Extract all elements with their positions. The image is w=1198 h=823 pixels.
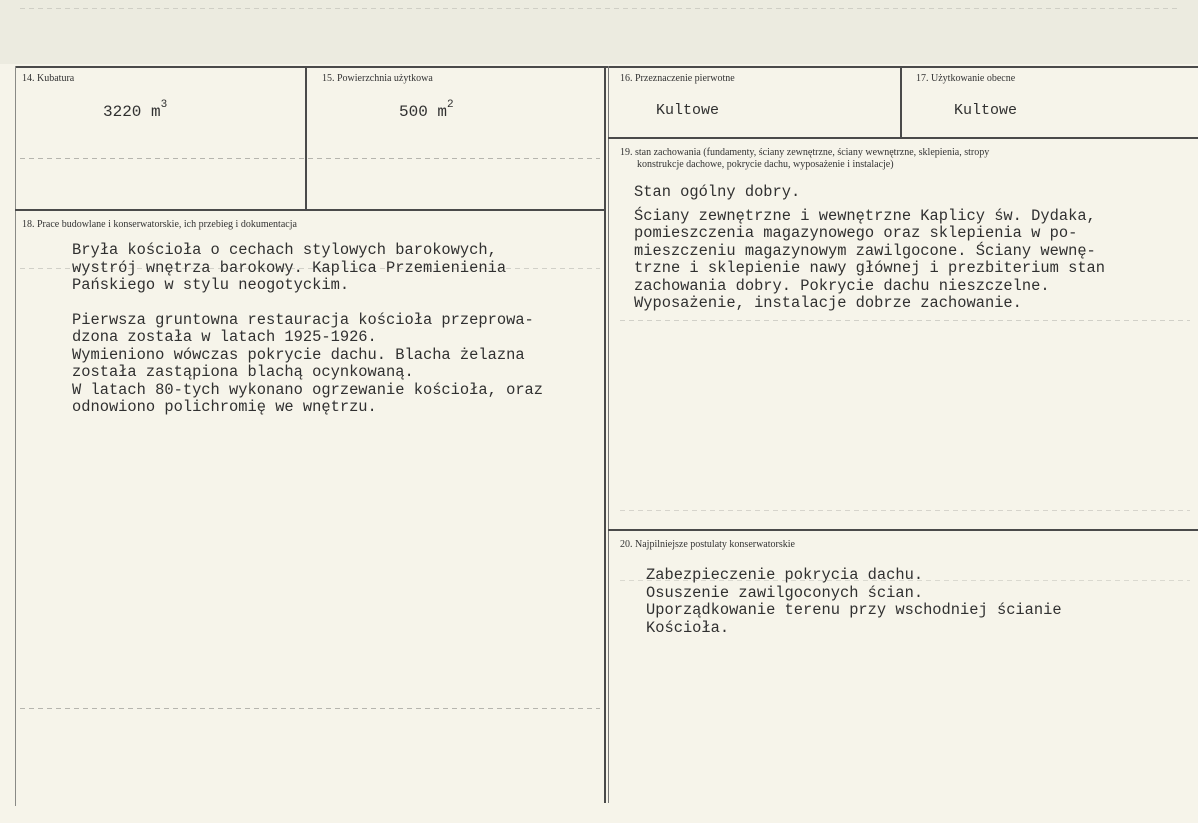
- text-line: mieszczeniu magazynowym zawilgocone. Ściany wewnę-: [634, 241, 1096, 260]
- text-line: odnowiono polichromię we wnętrzu.: [72, 398, 377, 416]
- text-line: Wymieniono wówczas pokrycie dachu. Blacha żelazna: [72, 345, 525, 364]
- show-through-rule: [20, 708, 600, 709]
- field-14-label: 14. Kubatura: [22, 73, 75, 84]
- top-edge: [0, 0, 1198, 64]
- field-18-text: [72, 242, 543, 417]
- text-line: Pierwsza gruntowna restauracja kościoła przeprowa-: [72, 310, 534, 329]
- rule-above-19: [608, 137, 1198, 139]
- text-line: zachowania dobry. Pokrycie dachu nieszczelne.: [634, 276, 1050, 295]
- field-19-label-cont: konstrukcje dachowe, pokrycie dachu, wyposażenie i instalacje): [637, 159, 894, 170]
- field-19-text: [634, 184, 1105, 313]
- show-through-rule: [20, 8, 1180, 9]
- field-16-value: Kultowe: [656, 102, 720, 119]
- text-line: Zabezpieczenie pokrycia dachu.: [646, 566, 924, 584]
- field-18-label: 18. Prace budowlane i konserwatorskie, ich przebieg i dokumentacja: [22, 219, 297, 230]
- show-through-rule: [620, 510, 1190, 511]
- text-line: Pańskiego w stylu neogotyckim.: [72, 276, 350, 294]
- field-19-label: 19. stan zachowania (fundamenty, ściany zewnętrzne, ściany wewnętrzne, sklepienia, stropy: [620, 147, 990, 158]
- text-line: Bryła kościoła o cechach stylowych barokowych,: [72, 241, 497, 259]
- text-line: Uporządkowanie terenu przy wschodniej ścianie: [646, 601, 1062, 619]
- rule-above-20: [608, 529, 1198, 531]
- divider-14-15: [305, 66, 307, 210]
- show-through-rule: [20, 158, 600, 159]
- text-line: pomieszczenia magazynowego oraz sklepienia w po-: [634, 224, 1078, 242]
- table-top-rule: [15, 66, 1198, 68]
- text-line: wystrój wnętrza barokowy. Kaplica Przemienienia: [72, 258, 507, 277]
- text-line: Wyposażenie, instalacje dobrze zachowanie.: [634, 294, 1022, 312]
- text-line: trzne i sklepienie nawy głównej i prezbiterium stan: [634, 259, 1106, 277]
- field-20-text: [646, 567, 1062, 637]
- divider-center-inner: [608, 66, 609, 803]
- text-line: dzona została w latach 1925-1926.: [72, 328, 377, 346]
- text-line: Kościoła.: [646, 618, 730, 637]
- text-line: W latach 80-tych wykonano ogrzewanie kościoła, oraz: [72, 380, 544, 399]
- divider-center: [604, 66, 606, 803]
- field-14-value: 3220 $m^3$: [103, 99, 168, 121]
- field-15-value: 500 $m^2$: [399, 99, 454, 121]
- text-line: Osuszenie zawilgoconych ścian.: [646, 583, 924, 602]
- rule-above-18: [15, 209, 604, 211]
- field-15-label: 15. Powierzchnia użytkowa: [322, 73, 433, 84]
- text-line: Ściany zewnętrzne i wewnętrzne Kaplicy św. Dydaka,: [634, 206, 1096, 225]
- divider-16-17: [900, 66, 902, 138]
- field-16-label: 16. Przeznaczenie pierwotne: [620, 73, 735, 84]
- show-through-rule: [620, 320, 1190, 321]
- field-20-label: 20. Najpilniejsze postulaty konserwatorskie: [620, 539, 795, 550]
- text-line: została zastąpiona blachą ocynkowaną.: [72, 363, 414, 381]
- table-left-rule: [15, 66, 16, 806]
- field-17-value: Kultowe: [954, 102, 1018, 119]
- text-line: Stan ogólny dobry.: [634, 183, 801, 201]
- field-17-label: 17. Użytkowanie obecne: [916, 73, 1016, 84]
